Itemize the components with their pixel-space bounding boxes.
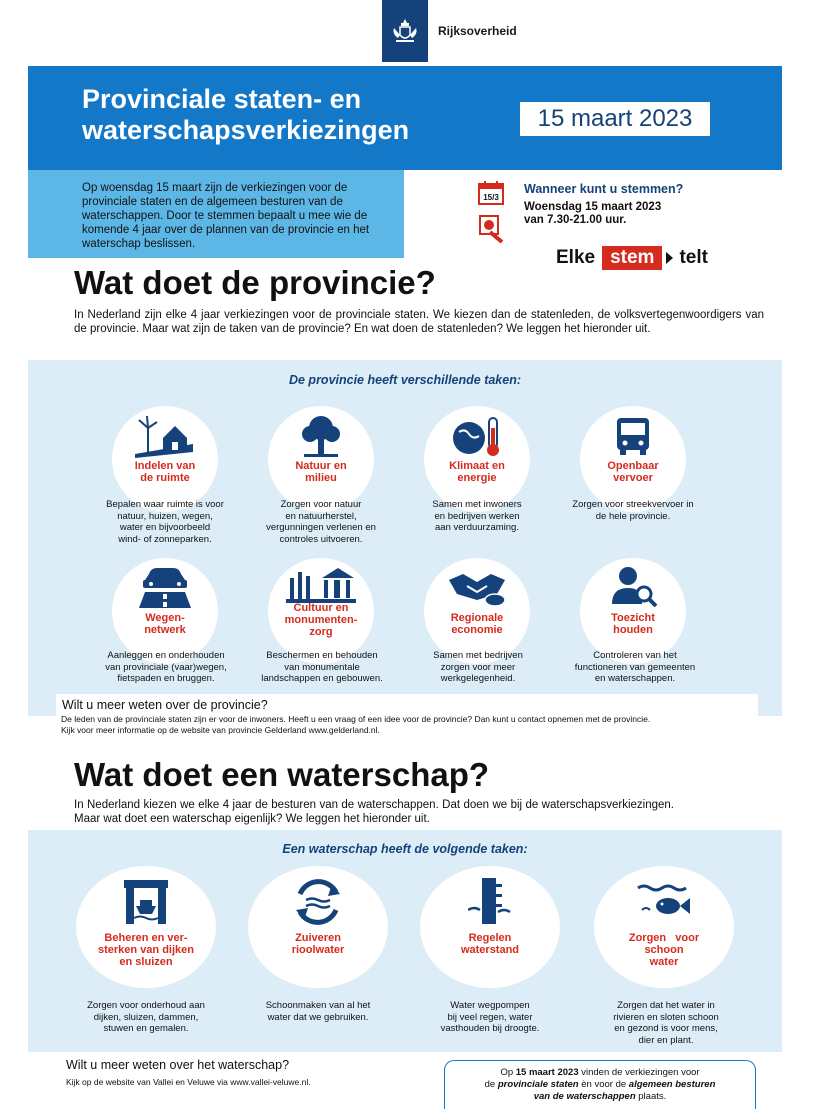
task-label-line: water xyxy=(649,956,679,968)
task-label xyxy=(424,612,530,636)
desc-line: natuur, huizen, wegen, xyxy=(117,510,213,522)
task-label xyxy=(76,932,216,968)
task-label xyxy=(580,612,686,636)
desc-line: Zorgen dat het water in xyxy=(617,1000,715,1011)
task-description xyxy=(96,650,236,685)
desc-line: Controleren van het xyxy=(593,650,677,661)
desc-line: Beschermen en behouden xyxy=(266,650,378,661)
when-date: Woensdag 15 maart 2023 xyxy=(524,201,662,213)
task-indelen-ruimte xyxy=(112,406,218,512)
task-label-line: houden xyxy=(613,624,653,636)
task-cultuur-monumentenzorg xyxy=(268,558,374,664)
desc-line: Schoonmaken van al het xyxy=(265,1000,371,1011)
desc-line: Samen met bedrijven xyxy=(433,650,523,661)
desc-line: fietspaden en bruggen. xyxy=(117,673,215,684)
footer-text: vinden de verkiezingen voor xyxy=(578,1067,700,1078)
slogan-after: telt xyxy=(679,247,708,268)
task-label-line: Cultuur en xyxy=(293,602,349,614)
task-label xyxy=(268,460,374,484)
task-label xyxy=(112,460,218,484)
task-label-line: vervoer xyxy=(613,472,653,484)
task-description xyxy=(562,650,708,685)
task-label-line: Regelen xyxy=(468,932,512,944)
task-schoon-water xyxy=(594,866,734,988)
footer-text: de xyxy=(484,1079,498,1090)
provincie-intro: In Nederland zijn elke 4 jaar verkiezingen voor de provinciale staten. We kiezen dan de statenleden, de volksvertegenwoordigers van de provincie. Maar wat zijn de taken van de provincie? En wat doen de statenleden? We leggen het hieronder uit. xyxy=(74,309,764,335)
desc-line: aan verduurzaming. xyxy=(435,522,519,533)
desc-line: en waterschappen. xyxy=(594,673,676,684)
waterschap-more-info xyxy=(56,1052,456,1092)
desc-line: landschappen en gebouwen. xyxy=(261,673,383,684)
desc-line: Samen met inwoners xyxy=(432,499,522,510)
footer-emphasis: van de waterschappen xyxy=(533,1091,636,1102)
task-description xyxy=(596,1000,736,1046)
task-label xyxy=(580,460,686,484)
monument-icon xyxy=(286,566,356,604)
desc-line: Zorgen voor natuur xyxy=(280,499,362,510)
when-title: Wanneer kunt u stemmen? xyxy=(524,182,684,196)
more-info-line: Kijk voor meer informatie op de website van provincie Gelderland www.gelderland.nl. xyxy=(61,725,380,735)
task-klimaat-energie xyxy=(424,406,530,512)
desc-line: Bepalen waar ruimte is voor xyxy=(106,499,224,510)
task-label-line: Regionale xyxy=(450,612,504,624)
task-label-line: Openbaar xyxy=(607,460,659,472)
more-info-title: Wilt u meer weten over het waterschap? xyxy=(66,1058,290,1072)
waterschap-subheading: Een waterschap heeft de volgende taken: xyxy=(282,842,528,856)
desc-line: Zorgen voor onderhoud aan xyxy=(87,1000,205,1011)
ballot-pencil-icon xyxy=(478,214,504,244)
desc-line: werkgelegenheid. xyxy=(440,673,516,684)
footer-note-line1 xyxy=(445,1067,755,1079)
task-wegennetwerk xyxy=(112,558,218,664)
task-label xyxy=(610,932,718,968)
desc-line: van monumentale xyxy=(284,661,360,673)
task-label-line: Natuur en xyxy=(295,460,347,472)
desc-line: zorgen voor meer xyxy=(440,661,516,673)
task-regionale-economie xyxy=(424,558,530,664)
desc-line: water en bijvoorbeeld xyxy=(119,522,211,533)
desc-line: de hele provincie. xyxy=(595,510,671,522)
intro-box: Op woensdag 15 maart zijn de verkiezingen voor de provinciale staten en de algemeen besturen van de waterschappen. Door te stemmen bepaalt u mee wie de komende 4 jaar over de plannen van de provincie en het waterschap beslissen. xyxy=(28,170,404,258)
task-natuur-milieu xyxy=(268,406,374,512)
task-label xyxy=(268,602,374,638)
car-road-icon xyxy=(137,566,193,610)
task-label-line: netwerk xyxy=(144,624,186,636)
desc-line: Water wegpompen xyxy=(450,1000,530,1011)
when-time: van 7.30-21.00 uur. xyxy=(524,214,627,226)
desc-line: en bedrijven werken xyxy=(434,510,520,522)
logo-text: Rijksoverheid xyxy=(438,24,517,38)
task-description xyxy=(100,499,230,545)
desc-line: water dat we gebruiken. xyxy=(267,1011,369,1023)
task-label-line: waterstand xyxy=(460,944,520,956)
calendar-date-text: 15/3 xyxy=(483,193,499,202)
task-label-line: Toezicht xyxy=(611,612,655,624)
calendar-icon xyxy=(478,181,504,205)
desc-line: en natuurherstel, xyxy=(285,510,357,522)
task-description xyxy=(560,499,706,522)
task-dijken-sluizen xyxy=(76,866,216,988)
logo-block xyxy=(382,0,428,62)
slogan xyxy=(556,246,708,270)
windmill-house-icon xyxy=(133,414,197,458)
task-description xyxy=(412,499,542,534)
task-description xyxy=(408,650,548,685)
task-label-line: milieu xyxy=(305,472,337,484)
footer-text: Op xyxy=(500,1067,516,1078)
task-label-line: Zuiveren xyxy=(295,932,341,944)
footer-emphasis: provinciale staten xyxy=(497,1079,579,1090)
task-description xyxy=(76,1000,216,1035)
task-rioolwater xyxy=(248,866,388,988)
task-label-line: en sluizen xyxy=(119,956,173,968)
desc-line: controles uitvoeren. xyxy=(279,533,363,545)
more-info-line: Kijk op de website van Vallei en Veluwe via www.vallei-veluwe.nl. xyxy=(66,1077,311,1087)
inspector-magnifier-icon xyxy=(608,564,658,608)
more-info-title: Wilt u meer weten over de provincie? xyxy=(62,698,268,712)
provincie-subheading: De provincie heeft verschillende taken: xyxy=(288,373,522,387)
desc-line: wind- of zonneparken. xyxy=(118,533,212,545)
task-openbaar-vervoer xyxy=(580,406,686,512)
bus-icon xyxy=(613,416,653,456)
slogan-before: Elke xyxy=(556,247,596,268)
sluice-icon xyxy=(124,878,168,926)
globe-thermometer-icon xyxy=(449,414,505,458)
slogan-arrow-icon xyxy=(666,252,673,264)
task-label-line: Wegen- xyxy=(145,612,185,624)
task-description xyxy=(420,1000,560,1035)
footer-text: èn voor de xyxy=(578,1079,629,1090)
footer-date: 15 maart 2023 xyxy=(515,1067,579,1078)
slogan-badge: stem xyxy=(602,246,662,270)
task-label-line: Klimaat en xyxy=(449,460,505,472)
water-gauge-icon xyxy=(468,878,512,926)
desc-line: bij veel regen, water xyxy=(447,1011,533,1023)
task-label xyxy=(420,932,560,956)
desc-line: van provinciale (vaar)wegen, xyxy=(105,661,227,673)
title-line-2: waterschapsverkiezingen xyxy=(82,115,410,145)
page-title xyxy=(82,84,512,146)
desc-line: Aanleggen en onderhouden xyxy=(107,650,225,661)
waterschap-heading: Wat doet een waterschap? xyxy=(74,756,490,793)
handshake-icon xyxy=(447,570,507,610)
footer-note xyxy=(444,1060,756,1109)
tree-icon xyxy=(296,414,346,458)
desc-line: dier en plant. xyxy=(638,1034,694,1046)
desc-line: en gezond is voor mens, xyxy=(614,1023,718,1034)
fish-icon xyxy=(636,882,692,922)
election-date: 15 maart 2023 xyxy=(520,102,710,136)
title-line-1: Provinciale staten- en xyxy=(82,84,362,114)
desc-line: stuwen en gemalen. xyxy=(103,1023,189,1034)
task-label-line: economie xyxy=(451,624,503,636)
task-description xyxy=(252,650,392,685)
task-label-line: sterken van dijken xyxy=(98,944,194,956)
task-label-line: de ruimte xyxy=(140,472,190,484)
desc-line: vergunningen verlenen en xyxy=(266,522,376,533)
task-description xyxy=(256,499,386,545)
task-label-line: Indelen van xyxy=(134,460,196,472)
task-label xyxy=(112,612,218,636)
task-label xyxy=(424,460,530,484)
desc-line: Zorgen voor streekvervoer in xyxy=(572,499,694,510)
more-info-line: De leden van de provinciale staten zijn er voor de inwoners. Heeft u een vraag of een idee voor de provincie? Dan kunt u contact opnemen met de provincie. xyxy=(61,714,651,724)
provincie-more-info xyxy=(56,694,758,740)
task-label-line: zorg xyxy=(309,626,333,638)
task-description xyxy=(248,1000,388,1023)
footer-emphasis: algemeen besturen xyxy=(628,1079,716,1090)
coat-of-arms-icon xyxy=(390,16,420,46)
water-cycle-icon xyxy=(292,878,344,926)
desc-line: rivieren en sloten schoon xyxy=(613,1011,719,1023)
desc-line: dijken, sluizen, dammen, xyxy=(93,1011,199,1023)
desc-line: vasthouden bij droogte. xyxy=(440,1023,540,1034)
provincie-heading: Wat doet de provincie? xyxy=(74,264,436,301)
task-label-line: rioolwater xyxy=(291,944,345,956)
task-label-line: Beheren en ver- xyxy=(104,932,188,944)
task-label-line: Zorgen voor xyxy=(628,932,700,944)
desc-line: functioneren van gemeenten xyxy=(574,661,696,673)
footer-text: plaats. xyxy=(635,1091,667,1102)
task-toezicht-houden xyxy=(580,558,686,664)
task-label xyxy=(248,932,388,956)
task-label-line: schoon xyxy=(644,944,684,956)
footer-note-line2 xyxy=(445,1079,755,1091)
task-label-line: monumenten- xyxy=(284,614,358,626)
waterschap-intro: In Nederland kiezen we elke 4 jaar de besturen van de waterschappen. Dat doen we bij de waterschapsverkiezingen. Maar wat doet een waterschap eigenlijk? We leggen het hieronder uit. xyxy=(74,799,674,825)
footer-note-line3 xyxy=(445,1091,755,1103)
task-label-line: energie xyxy=(457,472,497,484)
task-waterstand xyxy=(420,866,560,988)
